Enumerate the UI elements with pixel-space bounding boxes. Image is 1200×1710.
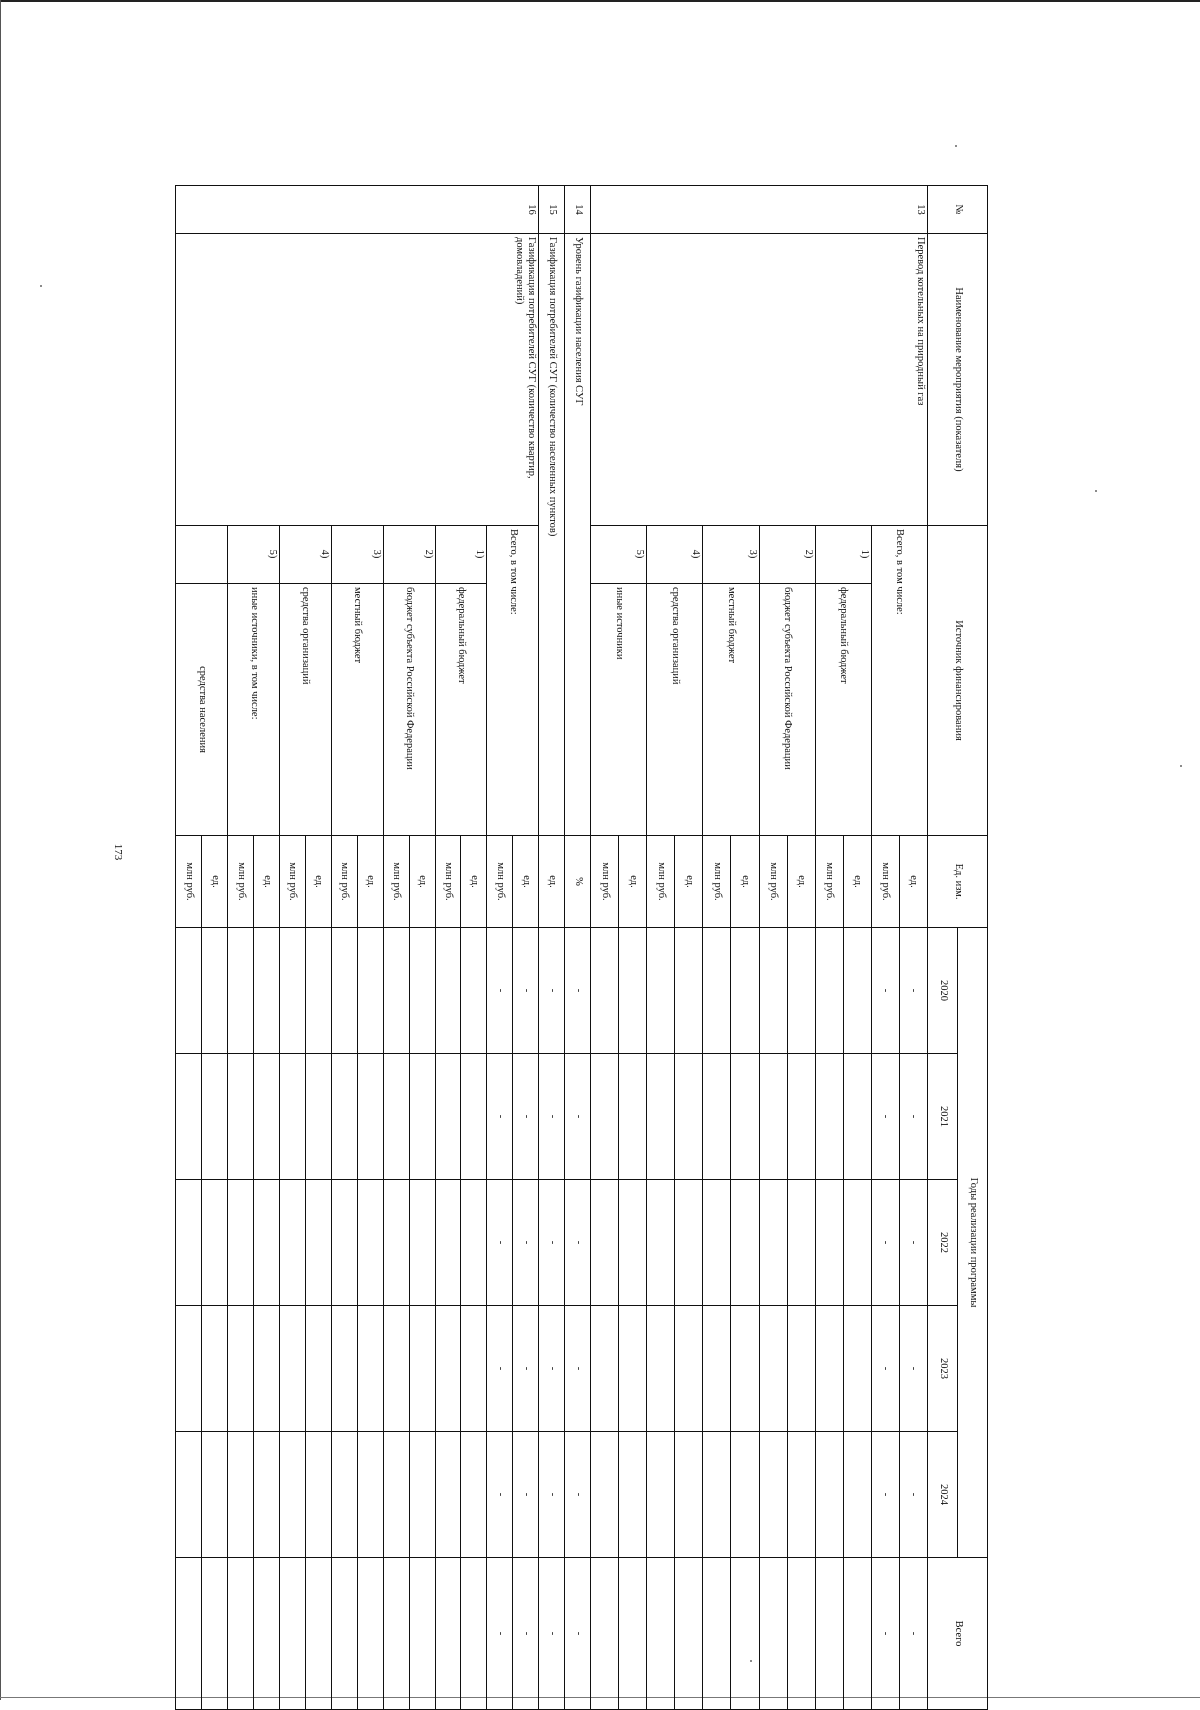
value-cell: -	[565, 1432, 591, 1558]
value-cell: -	[487, 1306, 513, 1432]
unit-cell: млн руб.	[383, 836, 409, 928]
unit-cell: ед.	[202, 836, 228, 928]
row14-no: 14	[565, 186, 591, 234]
scan-speck	[750, 1660, 752, 1662]
row13-source-total: Всего, в том числе:	[871, 526, 927, 836]
row13-s5-label: иные источники	[591, 584, 647, 836]
header-year-2023: 2023	[928, 1306, 958, 1432]
row16-s4-num: 4)	[280, 526, 332, 584]
value-cell: -	[899, 1306, 927, 1432]
page-number: 173	[112, 843, 124, 861]
unit-cell: ед.	[787, 836, 815, 928]
value-cell: -	[513, 1558, 539, 1710]
row16-no: 16	[176, 186, 539, 234]
value-cell: -	[899, 1558, 927, 1710]
program-table	[175, 185, 988, 1710]
row16-s1-label: федеральный бюджет	[435, 584, 487, 836]
value-cell: -	[871, 1054, 899, 1180]
value-cell: -	[487, 928, 513, 1054]
row13-s1-num: 1)	[815, 526, 871, 584]
unit-cell: ед.	[731, 836, 759, 928]
row16-s5-num: 5)	[228, 526, 280, 584]
row13-s3-label: местный бюджет	[703, 584, 759, 836]
unit-cell: млн руб.	[647, 836, 675, 928]
row16-s6-label: средства населения	[176, 584, 228, 836]
value-cell: -	[871, 1180, 899, 1306]
unit-cell: ед.	[539, 836, 565, 928]
row13-name: Перевод котельных на природный газ	[591, 234, 928, 526]
value-cell: -	[899, 1054, 927, 1180]
unit-cell: млн руб.	[815, 836, 843, 928]
value-cell: -	[539, 928, 565, 1054]
unit-cell: млн руб.	[280, 836, 306, 928]
value-cell: -	[539, 1558, 565, 1710]
value-cell: -	[871, 928, 899, 1054]
value-cell: -	[487, 1558, 513, 1710]
value-cell: -	[513, 1432, 539, 1558]
scan-edge-top	[0, 0, 1200, 2]
value-cell: -	[513, 1054, 539, 1180]
value-cell: -	[899, 1180, 927, 1306]
row13-s2-label: бюджет субъекта Российской Федерации	[759, 584, 815, 836]
value-cell: -	[539, 1054, 565, 1180]
unit-cell: млн руб.	[871, 836, 899, 928]
value-cell: -	[899, 1432, 927, 1558]
row16-s5-label: иные источники, в том числе:	[228, 584, 280, 836]
header-year-2021: 2021	[928, 1054, 958, 1180]
value-cell: -	[487, 1180, 513, 1306]
value-cell: -	[539, 1306, 565, 1432]
value-cell: -	[539, 1432, 565, 1558]
scan-speck	[1180, 765, 1182, 767]
value-cell: -	[565, 1054, 591, 1180]
row15-no: 15	[539, 186, 565, 234]
row13-s5-num: 5)	[591, 526, 647, 584]
header-year-2022: 2022	[928, 1180, 958, 1306]
row16-s4-label: средства организаций	[280, 584, 332, 836]
row13-no: 13	[591, 186, 928, 234]
row14-name: Уровень газификации населения СУГ	[565, 234, 591, 836]
unit-cell: ед.	[619, 836, 647, 928]
header-no: №	[928, 186, 988, 234]
unit-cell: ед.	[513, 836, 539, 928]
scan-speck	[1095, 490, 1097, 492]
unit-cell: млн руб.	[331, 836, 357, 928]
unit-cell: млн руб.	[591, 836, 619, 928]
row16-source-total: Всего, в том числе:	[487, 526, 539, 836]
value-cell: -	[565, 1558, 591, 1710]
header-year-2024: 2024	[928, 1432, 958, 1558]
unit-cell: ед.	[461, 836, 487, 928]
unit-cell: ед.	[899, 836, 927, 928]
unit-cell: млн руб.	[703, 836, 731, 928]
header-name: Наименование мероприятия (показателя)	[928, 234, 988, 526]
value-cell: -	[487, 1432, 513, 1558]
value-cell: -	[513, 928, 539, 1054]
row16-s3-label: местный бюджет	[331, 584, 383, 836]
unit-cell: ед.	[409, 836, 435, 928]
header-total: Всего	[928, 1558, 988, 1710]
unit-cell: ед.	[254, 836, 280, 928]
unit-cell: млн руб.	[176, 836, 202, 928]
scan-speck	[955, 145, 957, 147]
value-cell: -	[871, 1558, 899, 1710]
row13-s1-label: федеральный бюджет	[815, 584, 871, 836]
value-cell: -	[565, 1306, 591, 1432]
unit-cell: млн руб.	[759, 836, 787, 928]
value-cell: -	[565, 928, 591, 1054]
value-cell: -	[565, 1180, 591, 1306]
unit-cell: ед.	[305, 836, 331, 928]
value-cell: -	[513, 1306, 539, 1432]
row13-s3-num: 3)	[703, 526, 759, 584]
value-cell: -	[871, 1306, 899, 1432]
row16-name: Газификация потребителей СУГ (количество квартир, домовладений)	[176, 234, 539, 526]
header-year-2020: 2020	[928, 928, 958, 1054]
header-unit: Ед. изм.	[928, 836, 988, 928]
row16-s2-num: 2)	[383, 526, 435, 584]
rotated-table	[175, 185, 988, 1647]
unit-cell: млн руб.	[487, 836, 513, 928]
row13-s2-num: 2)	[759, 526, 815, 584]
header-years-group: Годы реализации программы	[958, 928, 988, 1558]
value-cell: -	[487, 1054, 513, 1180]
table-frame-main	[175, 185, 988, 1647]
scan-edge-left	[0, 0, 1, 1700]
row15-name: Газификация потребителей СУГ (количество населенных пунктов)	[539, 234, 565, 836]
unit-cell: млн руб.	[435, 836, 461, 928]
row16-s1-num: 1)	[435, 526, 487, 584]
unit-cell: ед.	[843, 836, 871, 928]
scan-speck	[40, 285, 42, 287]
unit-cell: ед.	[357, 836, 383, 928]
row16-s2-label: бюджет субъекта Российской Федерации	[383, 584, 435, 836]
unit-cell: млн руб.	[228, 836, 254, 928]
value-cell: -	[539, 1180, 565, 1306]
row16-s3-num: 3)	[331, 526, 383, 584]
value-cell: -	[513, 1180, 539, 1306]
unit-cell: %	[565, 836, 591, 928]
value-cell: -	[899, 928, 927, 1054]
row13-s4-num: 4)	[647, 526, 703, 584]
row13-s4-label: средства организаций	[647, 584, 703, 836]
unit-cell: ед.	[675, 836, 703, 928]
header-source: Источник финансирования	[928, 526, 988, 836]
value-cell: -	[871, 1432, 899, 1558]
